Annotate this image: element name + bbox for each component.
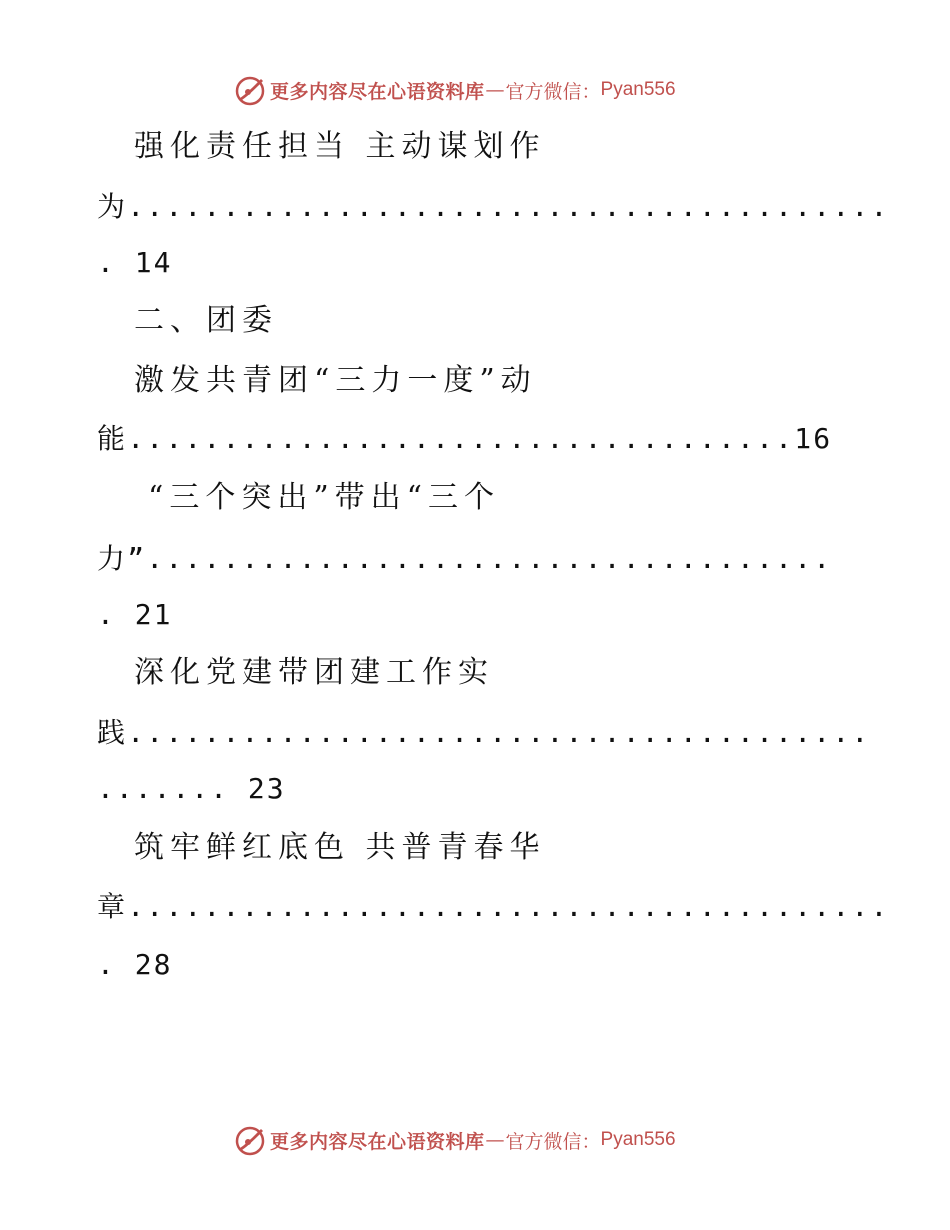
footer-watermark [234, 1123, 676, 1157]
watermark-separator: — [485, 79, 505, 101]
toc-entry-5-leader: 章........................................ [97, 890, 890, 923]
toc-entry-3-page: . 21 [97, 598, 173, 631]
toc-section-heading: 二、团委 [134, 303, 278, 338]
watermark-brand: 更多内容尽在心语资料库 [270, 1130, 485, 1153]
toc-entry-4-leader: 践....................................... [97, 716, 871, 749]
pen-logo-icon [234, 74, 266, 106]
watermark-wechat-id: Pyan556 [600, 79, 676, 100]
toc-entry-1-title: 强化责任担当 主动谋划作 [134, 129, 546, 164]
toc-entry-2-title: 激发共青团“三力一度”动 [134, 363, 537, 398]
watermark-brand: 更多内容尽在心语资料库 [270, 80, 485, 103]
watermark-wechat-id: Pyan556 [600, 1129, 676, 1150]
toc-entry-2-leader: 能...................................16 [97, 422, 833, 455]
toc-entry-5-page: . 28 [97, 948, 173, 981]
toc-entry-3-leader: 力”.................................... [97, 542, 833, 575]
toc-entry-1-leader: 为........................................ [97, 190, 890, 223]
header-watermark [234, 73, 676, 107]
toc-entry-4-page: ....... 23 [97, 772, 286, 805]
toc-entry-5-title: 筑牢鲜红底色 共普青春华 [134, 830, 546, 865]
watermark-wechat-label: 官方微信： [505, 80, 601, 103]
toc-entry-4-title: 深化党建带团建工作实 [134, 655, 494, 690]
toc-entry-1-page: . 14 [97, 246, 173, 279]
watermark-wechat-label: 官方微信： [505, 1130, 601, 1153]
watermark-separator: — [485, 1129, 505, 1151]
pen-logo-icon [234, 1124, 266, 1156]
toc-entry-3-title: “三个突出”带出“三个 [148, 480, 501, 515]
